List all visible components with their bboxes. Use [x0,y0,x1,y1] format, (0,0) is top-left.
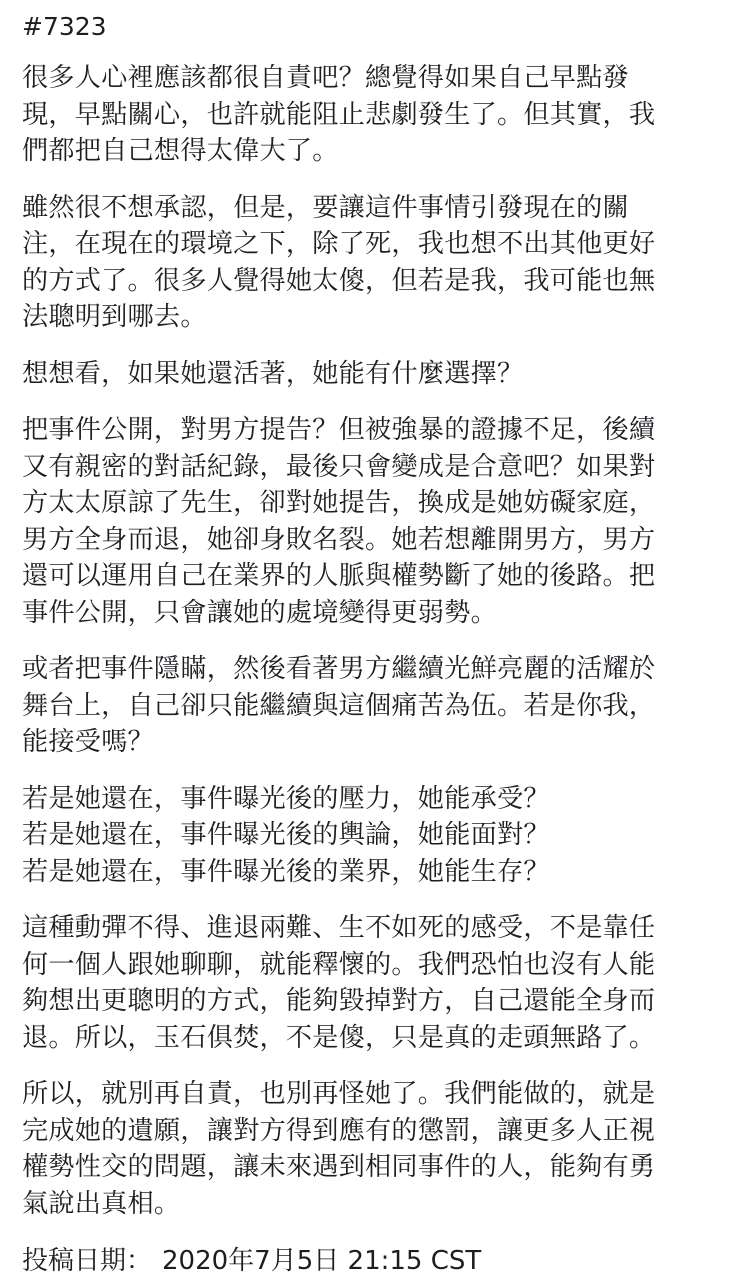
paragraph-line: 夠想出更聰明的方式，能夠毀掉對方，自己還能全身而 [22,986,656,1016]
paragraph-line: 若是她還在，事件曝光後的壓力，她能承受？ [22,783,550,814]
paragraph [22,781,734,891]
paragraph-line: 權勢性交的問題，讓未來遇到相同事件的人，能夠有勇 [22,1152,656,1182]
paragraph-line: 很多人心裡應該都很自責吧？總覺得如果自己早點發 [22,63,629,93]
submission-date: 2020年7月5日 21:15 CST [162,1246,482,1276]
post-id: #7323 [22,12,107,41]
paragraph-line: 法聰明到哪去。 [22,302,207,332]
paragraph-line: 方太太原諒了先生，卻對她提告，換成是她妨礙家庭， [22,488,656,518]
paragraph-line: 的方式了。很多人覺得她太傻，但若是我，我可能也無 [22,265,656,296]
paragraph-line: 現，早點關心，也許就能阻止悲劇發生了。但其實，我 [22,99,656,130]
paragraph-line: 又有親密的對話紀錄，最後只會變成是合意吧？如果對 [22,451,656,482]
paragraph-line: 男方全身而退，她卻身敗名裂。她若想離開男方，男方 [22,524,656,555]
paragraph [22,910,734,1056]
paragraph-line: 把事件公開，對男方提告？但被強暴的證據不足，後續 [22,415,656,445]
post-footer [22,1242,734,1280]
paragraph-line: 們都把自己想得太偉大了。 [22,136,339,166]
paragraph [22,651,734,761]
paragraph-line: 完成她的遺願，讓對方得到應有的懲罰，讓更多人正視 [22,1115,656,1146]
post-content [22,60,734,1222]
paragraph [22,190,734,336]
paragraph-line: 舞台上，自己卻只能繼續與這個痛苦為伍。若是你我， [22,690,656,721]
paragraph-line: 何一個人跟她聊聊，就能釋懷的。我們恐怕也沒有人能 [22,949,656,980]
paragraph-line: 氣說出真相。 [22,1188,181,1219]
paragraph-line: 能接受嗎？ [22,727,154,757]
paragraph-line: 注，在現在的環境之下，除了死，我也想不出其他更好 [22,229,656,259]
paragraph [22,356,734,393]
paragraph-line: 退。所以，玉石俱焚，不是傻，只是真的走頭無路了。 [22,1022,656,1053]
paragraph-line: 若是她還在，事件曝光後的輿論，她能面對？ [22,820,550,850]
paragraph-line: 想想看，如果她還活著，她能有什麼選擇？ [22,358,524,389]
paragraph [22,60,734,170]
paragraph [22,1076,734,1222]
paragraph-line: 或者把事件隱瞞，然後看著男方繼續光鮮亮麗的活耀於 [22,654,656,684]
paragraph [22,412,734,631]
paragraph-line: 雖然很不想承認，但是，要讓這件事情引發現在的關 [22,192,629,223]
paragraph-line: 這種動彈不得、進退兩難、生不如死的感受，不是靠任 [22,913,656,943]
post-body [22,8,734,1280]
paragraph-line: 所以，就別再自責，也別再怪她了。我們能做的，就是 [22,1079,656,1109]
paragraph-line: 還可以運用自己在業界的人脈與權勢斷了她的後路。把 [22,561,656,591]
submission-date-label: 投稿日期： [22,1246,153,1276]
paragraph-line: 若是她還在，事件曝光後的業界，她能生存？ [22,856,550,887]
paragraph-line: 事件公開，只會讓她的處境變得更弱勢。 [22,597,497,628]
